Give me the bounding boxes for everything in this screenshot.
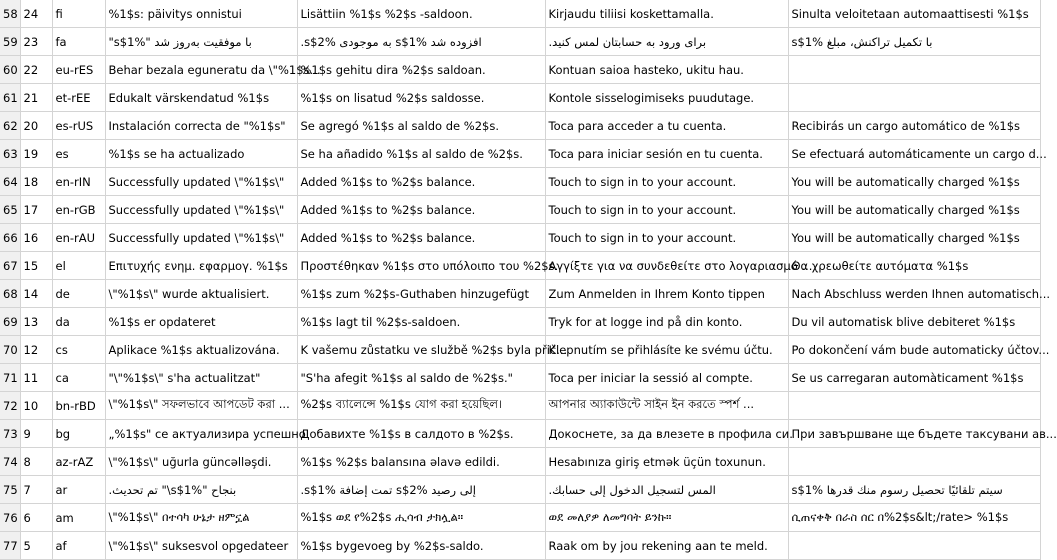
row-number-cell[interactable]: 66 [0, 224, 20, 252]
table-row[interactable] [0, 56, 1040, 84]
sign-in-message-cell[interactable]: Hesabınıza giriş etmək üçün toxunun. [545, 448, 788, 476]
update-message-cell[interactable]: Successfully updated \"%1$s\" [105, 224, 297, 252]
locale-cell[interactable]: da [52, 308, 105, 336]
update-message-cell[interactable]: با موفقیت به‌روز شد "%1$s" [105, 28, 297, 56]
row-number-cell[interactable]: 71 [0, 364, 20, 392]
sign-in-message-cell[interactable]: Toca per iniciar la sessió al compte. [545, 364, 788, 392]
update-message-cell[interactable]: Aplikace %1$s aktualizována. [105, 336, 297, 364]
balance-message-cell[interactable]: %1$s %2$s balansına əlavə edildi. [297, 448, 545, 476]
table-row[interactable] [0, 420, 1040, 448]
sign-in-message-cell[interactable]: Touch to sign in to your account. [545, 168, 788, 196]
charge-message-cell[interactable] [788, 532, 1040, 560]
table-row[interactable] [0, 168, 1040, 196]
charge-message-cell[interactable] [788, 84, 1040, 112]
balance-message-cell[interactable]: Added %1$s to %2$s balance. [297, 196, 545, 224]
locale-cell[interactable]: en-rIN [52, 168, 105, 196]
update-message-cell[interactable]: Successfully updated \"%1$s\" [105, 168, 297, 196]
charge-message-cell[interactable]: You will be automatically charged %1$s [788, 168, 1040, 196]
table-row[interactable] [0, 112, 1040, 140]
update-message-cell[interactable]: \"%1$s\" wurde aktualisiert. [105, 280, 297, 308]
id-cell[interactable]: 18 [20, 168, 52, 196]
charge-message-cell[interactable] [788, 448, 1040, 476]
row-number-cell[interactable]: 70 [0, 336, 20, 364]
locale-cell[interactable]: de [52, 280, 105, 308]
sign-in-message-cell[interactable]: Touch to sign in to your account. [545, 196, 788, 224]
row-number-cell[interactable]: 73 [0, 420, 20, 448]
update-message-cell[interactable]: %1$s: päivitys onnistui [105, 0, 297, 28]
balance-message-cell[interactable]: %2$s ব্যালেন্সে %1$s যোগ করা হয়েছিল। [297, 392, 545, 420]
update-message-cell[interactable]: بنجاح "%1$s\" تم تحديث. [105, 476, 297, 504]
locale-cell[interactable]: bn-rBD [52, 392, 105, 420]
id-cell[interactable]: 16 [20, 224, 52, 252]
table-row[interactable] [0, 336, 1040, 364]
charge-message-cell[interactable] [788, 56, 1040, 84]
locale-cell[interactable]: az-rAZ [52, 448, 105, 476]
update-message-cell[interactable]: Edukalt värskendatud %1$s [105, 84, 297, 112]
sign-in-message-cell[interactable]: Tryk for at logge ind på din konto. [545, 308, 788, 336]
sign-in-message-cell[interactable]: Kirjaudu tiliisi koskettamalla. [545, 0, 788, 28]
id-cell[interactable]: 21 [20, 84, 52, 112]
balance-message-cell[interactable]: Προστέθηκαν %1$s στο υπόλοιπο του %2$s. [297, 252, 545, 280]
charge-message-cell[interactable]: You will be automatically charged %1$s [788, 224, 1040, 252]
locale-cell[interactable]: en-rGB [52, 196, 105, 224]
update-message-cell[interactable]: \"%1$s\" በተሳካ ሁኔታ ዘምኗል [105, 504, 297, 532]
id-cell[interactable]: 8 [20, 448, 52, 476]
id-cell[interactable]: 19 [20, 140, 52, 168]
locale-cell[interactable]: fi [52, 0, 105, 28]
balance-message-cell[interactable]: Se agregó %1$s al saldo de %2$s. [297, 112, 545, 140]
update-message-cell[interactable]: Behar bezala eguneratu da \"%1$s... [105, 56, 297, 84]
update-message-cell[interactable]: %1$s er opdateret [105, 308, 297, 336]
row-number-cell[interactable]: 64 [0, 168, 20, 196]
table-row[interactable] [0, 140, 1040, 168]
id-cell[interactable]: 5 [20, 532, 52, 560]
charge-message-cell[interactable]: Se efectuará automáticamente un cargo d... [788, 140, 1040, 168]
balance-message-cell[interactable]: Added %1$s to %2$s balance. [297, 168, 545, 196]
balance-message-cell[interactable]: %1$s gehitu dira %2$s saldoan. [297, 56, 545, 84]
table-row[interactable] [0, 448, 1040, 476]
sign-in-message-cell[interactable]: Докоснете, за да влезете в профила си. [545, 420, 788, 448]
charge-message-cell[interactable]: با تکمیل تراکنش، مبلغ %1$s [788, 28, 1040, 56]
update-message-cell[interactable]: "\"%1$s\" s'ha actualitzat" [105, 364, 297, 392]
balance-message-cell[interactable]: Se ha añadido %1$s al saldo de %2$s. [297, 140, 545, 168]
update-message-cell[interactable]: Επιτυχής ενημ. εφαρμογ. %1$s [105, 252, 297, 280]
charge-message-cell[interactable]: Nach Abschluss werden Ihnen automatisch... [788, 280, 1040, 308]
table-row[interactable] [0, 532, 1040, 560]
balance-message-cell[interactable]: %1$s ወደ የ%2$s ሒሳብ ታክሏል። [297, 504, 545, 532]
balance-message-cell[interactable]: K vašemu zůstatku ve službě %2$s byla přič... [297, 336, 545, 364]
sign-in-message-cell[interactable]: আপনার অ্যাকাউন্টে সাইন ইন করতে স্পর্শ ... [545, 392, 788, 420]
table-row[interactable] [0, 84, 1040, 112]
table-row[interactable] [0, 280, 1040, 308]
table-row[interactable] [0, 196, 1040, 224]
table-row[interactable] [0, 308, 1040, 336]
locale-cell[interactable]: es [52, 140, 105, 168]
row-number-cell[interactable]: 69 [0, 308, 20, 336]
charge-message-cell[interactable]: ሲጠናቀቅ በራስ ሰር በ%2$s&lt;/rate> %1$s [788, 504, 1040, 532]
charge-message-cell[interactable]: سيتم تلقائيًا تحصيل رسوم منك قدرها %1$s [788, 476, 1040, 504]
balance-message-cell[interactable]: Lisättiin %1$s %2$s -saldoon. [297, 0, 545, 28]
update-message-cell[interactable]: \"%1$s\" uğurla güncəlləşdi. [105, 448, 297, 476]
sign-in-message-cell[interactable]: Kontole sisselogimiseks puudutage. [545, 84, 788, 112]
sign-in-message-cell[interactable]: Kontuan saioa hasteko, ukitu hau. [545, 56, 788, 84]
sign-in-message-cell[interactable]: Toca para iniciar sesión en tu cuenta. [545, 140, 788, 168]
update-message-cell[interactable]: \"%1$s\" suksesvol opgedateer [105, 532, 297, 560]
id-cell[interactable]: 17 [20, 196, 52, 224]
update-message-cell[interactable]: Successfully updated \"%1$s\" [105, 196, 297, 224]
id-cell[interactable]: 14 [20, 280, 52, 308]
row-number-cell[interactable]: 76 [0, 504, 20, 532]
table-row[interactable] [0, 364, 1040, 392]
table-row[interactable] [0, 0, 1040, 28]
row-number-cell[interactable]: 61 [0, 84, 20, 112]
charge-message-cell[interactable]: Recibirás un cargo automático de %1$s [788, 112, 1040, 140]
table-row[interactable] [0, 224, 1040, 252]
balance-message-cell[interactable]: "S'ha afegit %1$s al saldo de %2$s." [297, 364, 545, 392]
charge-message-cell[interactable]: При завършване ще бъдете таксувани ав... [788, 420, 1040, 448]
update-message-cell[interactable]: Instalación correcta de "%1$s" [105, 112, 297, 140]
row-number-cell[interactable]: 60 [0, 56, 20, 84]
sign-in-message-cell[interactable]: برای ورود به حسابتان لمس کنید. [545, 28, 788, 56]
row-number-cell[interactable]: 65 [0, 196, 20, 224]
charge-message-cell[interactable] [788, 392, 1040, 420]
balance-message-cell[interactable]: Добавихте %1$s в салдото в %2$s. [297, 420, 545, 448]
locale-cell[interactable]: eu-rES [52, 56, 105, 84]
charge-message-cell[interactable]: Se us carregaran automàticament %1$s [788, 364, 1040, 392]
locale-cell[interactable]: en-rAU [52, 224, 105, 252]
locale-cell[interactable]: fa [52, 28, 105, 56]
charge-message-cell[interactable]: Sinulta veloitetaan automaattisesti %1$s [788, 0, 1040, 28]
id-cell[interactable]: 10 [20, 392, 52, 420]
row-number-cell[interactable]: 67 [0, 252, 20, 280]
row-number-cell[interactable]: 58 [0, 0, 20, 28]
id-cell[interactable]: 7 [20, 476, 52, 504]
locale-cell[interactable]: et-rEE [52, 84, 105, 112]
sign-in-message-cell[interactable]: Toca para acceder a tu cuenta. [545, 112, 788, 140]
row-number-cell[interactable]: 77 [0, 532, 20, 560]
charge-message-cell[interactable]: You will be automatically charged %1$s [788, 196, 1040, 224]
id-cell[interactable]: 20 [20, 112, 52, 140]
locale-cell[interactable]: ar [52, 476, 105, 504]
id-cell[interactable]: 22 [20, 56, 52, 84]
row-number-cell[interactable]: 68 [0, 280, 20, 308]
sign-in-message-cell[interactable]: Αγγίξτε για να συνδεθείτε στο λογαριασμό ... [545, 252, 788, 280]
update-message-cell[interactable]: \"%1$s\" সফলভাবে আপডেট করা ... [105, 392, 297, 420]
locale-cell[interactable]: ca [52, 364, 105, 392]
id-cell[interactable]: 15 [20, 252, 52, 280]
locale-cell[interactable]: es-rUS [52, 112, 105, 140]
row-number-cell[interactable]: 59 [0, 28, 20, 56]
locale-cell[interactable]: af [52, 532, 105, 560]
locale-cell[interactable]: bg [52, 420, 105, 448]
charge-message-cell[interactable]: Du vil automatisk blive debiteret %1$s [788, 308, 1040, 336]
sign-in-message-cell[interactable]: Zum Anmelden in Ihrem Konto tippen [545, 280, 788, 308]
table-row[interactable] [0, 28, 1040, 56]
row-number-cell[interactable]: 74 [0, 448, 20, 476]
update-message-cell[interactable]: %1$s se ha actualizado [105, 140, 297, 168]
update-message-cell[interactable]: „%1$s" се актуализира успешно [105, 420, 297, 448]
table-row[interactable] [0, 476, 1040, 504]
balance-message-cell[interactable]: %1$s bygevoeg by %2$s-saldo. [297, 532, 545, 560]
sign-in-message-cell[interactable]: المس لتسجيل الدخول إلى حسابك. [545, 476, 788, 504]
balance-message-cell[interactable]: %1$s lagt til %2$s-saldoen. [297, 308, 545, 336]
balance-message-cell[interactable]: %1$s on lisatud %2$s saldosse. [297, 84, 545, 112]
sign-in-message-cell[interactable]: Touch to sign in to your account. [545, 224, 788, 252]
row-number-cell[interactable]: 62 [0, 112, 20, 140]
sign-in-message-cell[interactable]: ወደ መለያዎ ለመግባት ይንኩ። [545, 504, 788, 532]
id-cell[interactable]: 11 [20, 364, 52, 392]
locale-cell[interactable]: el [52, 252, 105, 280]
id-cell[interactable]: 9 [20, 420, 52, 448]
id-cell[interactable]: 13 [20, 308, 52, 336]
row-number-cell[interactable]: 72 [0, 392, 20, 420]
id-cell[interactable]: 24 [20, 0, 52, 28]
id-cell[interactable]: 6 [20, 504, 52, 532]
row-number-cell[interactable]: 63 [0, 140, 20, 168]
locale-cell[interactable]: am [52, 504, 105, 532]
table-row[interactable] [0, 392, 1040, 420]
sign-in-message-cell[interactable]: Raak om by jou rekening aan te meld. [545, 532, 788, 560]
balance-message-cell[interactable]: إلى رصيد %2$s تمت إضافة %1$s. [297, 476, 545, 504]
balance-message-cell[interactable]: افزوده شد %1$s به موجودی %2$s. [297, 28, 545, 56]
balance-message-cell[interactable]: Added %1$s to %2$s balance. [297, 224, 545, 252]
locale-cell[interactable]: cs [52, 336, 105, 364]
table-row[interactable] [0, 252, 1040, 280]
id-cell[interactable]: 12 [20, 336, 52, 364]
balance-message-cell[interactable]: %1$s zum %2$s-Guthaben hinzugefügt [297, 280, 545, 308]
table-row[interactable] [0, 504, 1040, 532]
id-cell[interactable]: 23 [20, 28, 52, 56]
charge-message-cell[interactable]: Po dokončení vám bude automaticky účtov... [788, 336, 1040, 364]
sign-in-message-cell[interactable]: Klepnutím se přihlásíte ke svému účtu. [545, 336, 788, 364]
row-number-cell[interactable]: 75 [0, 476, 20, 504]
charge-message-cell[interactable]: Θα χρεωθείτε αυτόματα %1$s [788, 252, 1040, 280]
